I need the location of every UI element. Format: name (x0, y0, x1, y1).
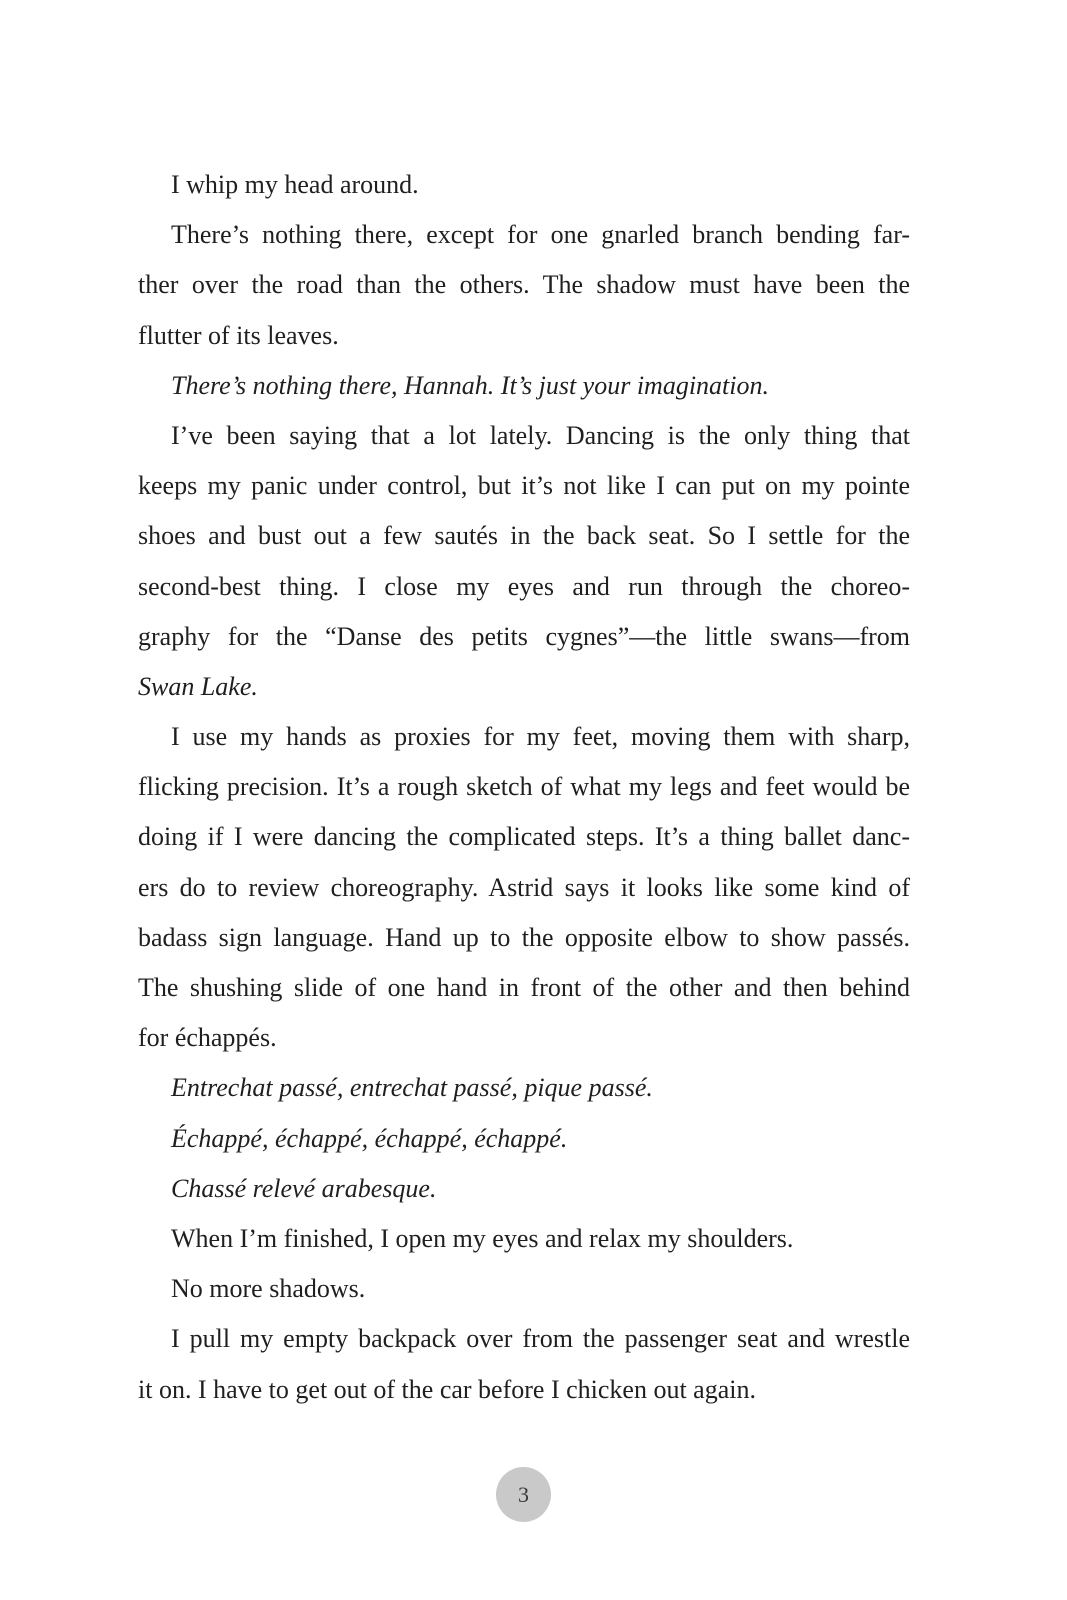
text-line: I pull my empty backpack over from the passenger seat and wrestle (171, 1324, 910, 1354)
text-line: shoes and bust out a few sautés in the back seat. So I settle for the (138, 521, 910, 551)
text-line: When I’m finished, I open my eyes and relax my shoulders. (171, 1223, 794, 1253)
text-line: flutter of its leaves. (138, 320, 339, 350)
text-line: There’s nothing there, except for one gnarled branch bending far- (171, 220, 910, 250)
text-line: doing if I were dancing the complicated steps. It’s a thing ballet danc- (138, 822, 910, 852)
text-line: I’ve been saying that a lot lately. Dancing is the only thing that (171, 420, 910, 450)
text-line: for échappés. (138, 1023, 277, 1053)
text-line: No more shadows. (171, 1274, 366, 1304)
text-line: ers do to review choreography. Astrid says it looks like some kind of (138, 872, 910, 902)
text-line: it on. I have to get out of the car before I chicken out again. (138, 1374, 756, 1404)
text-line: keeps my panic under control, but it’s not like I can put on my pointe (138, 471, 910, 501)
italic-choreography-line: Entrechat passé, entrechat passé, pique passé. (171, 1073, 653, 1103)
text-line: I use my hands as proxies for my feet, moving them with sharp, (171, 722, 910, 752)
book-title-line: Swan Lake. (138, 671, 258, 701)
text-line: second-best thing. I close my eyes and run through the choreo- (138, 571, 910, 601)
text-line: badass sign language. Hand up to the opposite elbow to show passés. (138, 922, 910, 952)
text-line: I whip my head around. (171, 170, 419, 199)
page-number-badge (496, 1467, 551, 1522)
text-line: ther over the road than the others. The shadow must have been the (138, 270, 910, 300)
italic-thought-line: There’s nothing there, Hannah. It’s just your imagination. (171, 370, 769, 400)
page-body-text (138, 160, 910, 1415)
text-line: flicking precision. It’s a rough sketch of what my legs and feet would be (138, 772, 910, 802)
page-number: 3 (518, 1481, 529, 1507)
italic-choreography-line: Chassé relevé arabesque. (171, 1173, 437, 1203)
text-line: The shushing slide of one hand in front of the other and then behind (138, 973, 910, 1002)
text-line: graphy for the “Danse des petits cygnes”—the little swans—from (138, 621, 910, 651)
italic-choreography-line: Échappé, échappé, échappé, échappé. (171, 1123, 568, 1153)
